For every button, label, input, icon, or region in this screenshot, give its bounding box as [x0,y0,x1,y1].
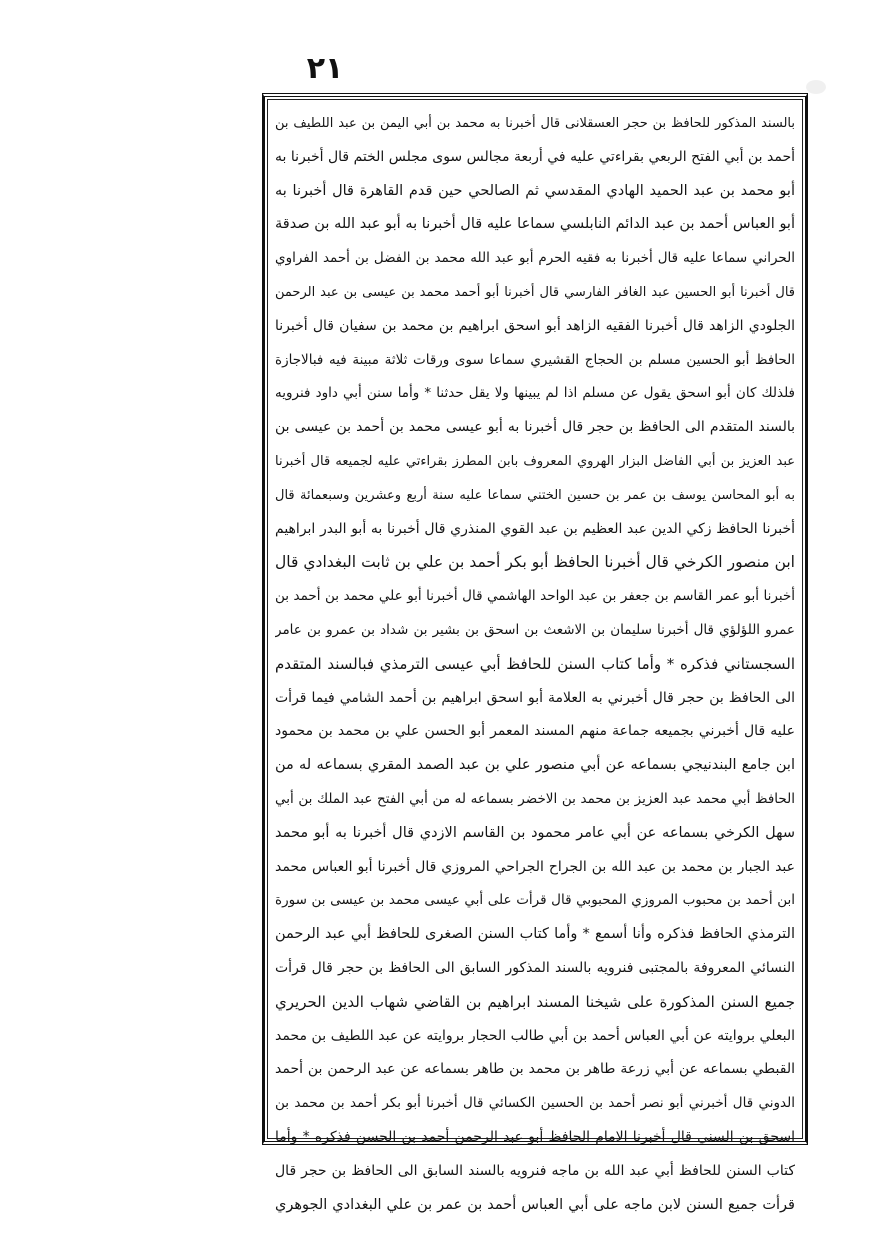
text-line: أحمد بن أبي الفتح الربعي بقراءتي عليه في أربعة مجالس سوى مجلس الختم قال أخبرنا به [275,148,795,165]
text-line: الحافظ أبي محمد عبد العزيز بن محمد بن الاخضر بسماعه له من أبي الفتح عبد الملك بن أبي [275,790,795,807]
text-line: السجستاني فذكره * وأما كتاب السنن للحافظ أبي عيسى الترمذي فبالسند المتقدم [275,654,795,673]
text-line: الحافظ أبو الحسين مسلم بن الحجاج القشيري سماعا سوى ورقات ثلاثة مبينة فيه فبالاجازة [275,351,795,368]
text-line: عبد الجبار بن محمد بن عبد الله بن الجراح الجراحي المروزي قال أخبرنا أبو العباس محمد [275,858,795,875]
text-line: ابن منصور الكرخي قال أخبرنا الحافظ أبو بكر أحمد بن علي بن ثابت البغدادي قال [275,553,795,572]
text-line: أبو العباس أحمد بن عبد الدائم النابلسي سماعا عليه قال أخبرنا به أبو عبد الله بن صدقة [275,216,795,233]
text-line: النسائي المعروفة بالمجتبى فنرويه بالسند المذكور السابق الى الحافظ بن حجر قال قرأت [275,959,795,976]
text-line: فلذلك كان أبو اسحق يقول عن مسلم اذا لم يبينها ولا يقل حدثنا * وأما سنن أبي داود فنرويه [275,385,795,402]
text-line: الجلودي الزاهد قال أخبرنا الفقيه الزاهد أبو اسحق ابراهيم بن محمد بن سفيان قال أخبرنا [275,317,795,334]
text-line: أخبرنا أبو عمر القاسم بن جعفر بن عبد الواحد الهاشمي قال أخبرنا أبو علي محمد بن أحمد بن [275,588,795,605]
text-line: القبطي بسماعه عن أبي زرعة طاهر بن محمد بن طاهر بسماعه عن عبد الرحمن بن أحمد [275,1061,795,1078]
text-line: قرأت جميع السنن لابن ماجه على أبي العباس أحمد بن عمر بن علي البغدادي الجوهري [275,1196,795,1213]
text-line: أخبرنا الحافظ زكي الدين عبد العظيم بن عبد القوي المنذري قال أخبرنا به أبو البدر ابراهيم [275,520,795,537]
text-line: بالسند المذكور للحافظ بن حجر العسقلانى قال أخبرنا به محمد بن أبي اليمن بن عبد اللطيف بن [275,116,795,131]
page-stain [806,80,826,94]
text-line: ابن أحمد بن محبوب المروزي المحبوبي قال قرأت على أبي عيسى محمد بن عيسى بن سورة [275,892,795,909]
text-line: أبو محمد بن عبد الحميد الهادي المقدسي ثم الصالحي حين قدم القاهرة قال أخبرنا به [275,182,795,199]
text-line: الترمذي الحافظ فذكره وأنا أسمع * وأما كتاب السنن الصغرى للحافظ أبي عبد الرحمن [275,926,795,943]
text-line: الدوني قال أخبرني أبو نصر أحمد بن الحسين الكسائي قال أخبرنا أبو بكر أحمد بن محمد بن [275,1095,795,1112]
text-line: قال أخبرنا أبو الحسين عبد الغافر الفارسي قال أخبرنا أبو أحمد محمد بن عيسى بن عبد الرحمن [275,284,795,300]
text-line: اسحق بن السني قال أخبرنا الامام الحافظ أبو عبد الرحمن أحمد بن الحسن فذكره * وأما [275,1128,795,1145]
text-line: الى الحافظ بن حجر قال أخبرني به العلامة أبو اسحق ابراهيم بن أحمد الشامي فيما قرأت [275,689,795,706]
text-line: سهل الكرخي بسماعه عن أبي عامر محمود بن القاسم الازدي قال أخبرنا به أبو محمد [275,824,795,841]
page-number: ٢١ [306,51,344,86]
text-line: جميع السنن المذكورة على شيخنا المسند ابراهيم بن القاضي شهاب الدين الحريري [275,992,795,1011]
text-line: به أبو المحاسن يوسف بن عمر بن حسين الختني سماعا عليه سنة أربع وعشرين وسبعمائة قال [275,487,795,503]
text-line: ابن جامع البندنيجي بسماعه عن أبي منصور علي بن عبد الصمد المقري بسماعه له من [275,757,795,774]
text-line: بالسند المتقدم الى الحافظ بن حجر قال أخبرنا به أبو عيسى محمد بن أحمد بن عيسى بن [275,419,795,436]
text-frame [262,93,808,1213]
text-line: عمرو اللؤلؤي قال أخبرنا سليمان بن الاشعث بن اسحق بن بشير بن شداد بن عمرو بن عامر [275,621,795,638]
text-line: البعلي بروايته عن أبي العباس أحمد بن أبي طالب الحجار بروايته عن عبد اللطيف بن محمد [275,1027,795,1044]
text-line: كتاب السنن للحافظ أبي عبد الله بن ماجه فنرويه بالسند السابق الى الحافظ بن حجر قال [275,1162,795,1179]
text-line: عليه قال أخبرني بجميعه جماعة منهم المسند المعمر أبو الحسن علي بن محمد بن محمود [275,723,795,740]
text-line: الحراني سماعا عليه قال أخبرنا به فقيه الحرم أبو عبد الله محمد بن الفضل بن أحمد الفراوي [275,250,795,267]
text-line: عبد العزيز بن أبي الفاضل البزار الهروي المعروف بابن المطرز بقراءتي عليه لجميعه قال أخبرنا [275,453,795,469]
